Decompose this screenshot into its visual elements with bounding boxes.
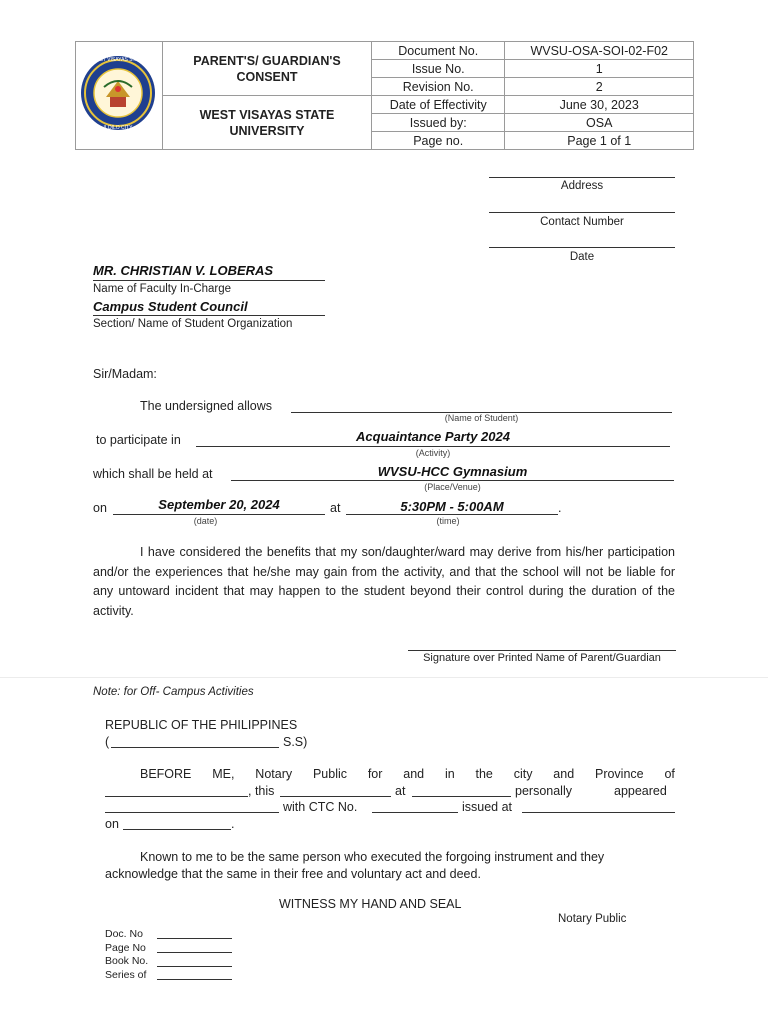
university-line2: UNIVERSITY xyxy=(229,123,305,138)
participate-text: to participate in xyxy=(96,433,181,447)
notary-blank-2[interactable] xyxy=(280,796,391,797)
consent-paragraph: I have considered the benefits that my son/daughter/ward may derive from his/her participation and/or the experiences that he/she may gain from the activity, and that the school will not be liable for any untoward incident that may happen to the student beyond their control during the duration of the activity. xyxy=(93,545,675,618)
page-divider xyxy=(0,677,768,678)
venue-line xyxy=(231,480,674,481)
doc-labels-block xyxy=(105,928,148,983)
series-blank[interactable] xyxy=(157,979,232,980)
page-no-blank[interactable] xyxy=(157,952,232,953)
meta-label-2: Revision No. xyxy=(372,78,505,96)
date-label: Date xyxy=(569,251,595,263)
university-seal-logo xyxy=(79,47,157,139)
faculty-caption: Name of Faculty In-Charge xyxy=(93,283,232,295)
meta-value-2: 2 xyxy=(505,78,694,96)
form-title-line1: PARENT'S/ GUARDIAN'S xyxy=(193,53,341,68)
on-text: on xyxy=(93,501,107,515)
time-caption: (time) xyxy=(436,516,460,526)
notary-public-label: Notary Public xyxy=(558,913,627,925)
meta-label-5: Page no. xyxy=(372,132,505,150)
notary-on-text: on xyxy=(105,817,119,831)
meta-value-1: 1 xyxy=(505,60,694,78)
series-label: Series of xyxy=(105,969,147,982)
meta-label-4: Issued by: xyxy=(372,114,505,132)
before-word-6: in xyxy=(444,767,455,781)
ss-line[interactable] xyxy=(111,747,279,748)
faculty-name: MR. CHRISTIAN V. LOBERAS xyxy=(93,263,274,278)
ctc-blank[interactable] xyxy=(372,812,458,813)
issued-at-text: issued at xyxy=(462,800,513,814)
notary-on-period: . xyxy=(231,817,235,831)
held-at-text: which shall be held at xyxy=(93,467,213,481)
appeared-text: appeared xyxy=(614,784,667,798)
meta-value-0: WVSU-OSA-SOI-02-F02 xyxy=(505,42,694,60)
meta-value-3: June 30, 2023 xyxy=(505,96,694,114)
meta-value-5: Page 1 of 1 xyxy=(505,132,694,150)
notary-at-text: at xyxy=(395,784,406,798)
personally-text: personally xyxy=(515,784,572,798)
meta-label-0: Document No. xyxy=(372,42,505,60)
issued-at-blank[interactable] xyxy=(522,812,675,813)
event-time-line xyxy=(346,514,558,515)
notary-on-blank[interactable] xyxy=(123,829,231,830)
notary-blank-1[interactable] xyxy=(105,796,248,797)
activity-value: Acquaintance Party 2024 xyxy=(356,429,510,444)
at-text: at xyxy=(330,501,341,515)
address-line xyxy=(489,177,675,178)
signature-line[interactable] xyxy=(408,650,676,651)
before-word-4: for xyxy=(367,767,383,781)
organization-line xyxy=(93,315,325,316)
event-date-line xyxy=(113,514,325,515)
notary-blank-4[interactable] xyxy=(105,812,279,813)
ss-close: S.S) xyxy=(283,735,308,749)
book-no-label: Book No. xyxy=(105,955,149,968)
address-label: Address xyxy=(560,180,604,192)
doc-no-label: Doc. No xyxy=(105,928,143,940)
form-title-cell xyxy=(163,42,372,96)
meta-value-4: OSA xyxy=(505,114,694,132)
university-line1: WEST VISAYAS STATE xyxy=(199,107,335,122)
before-me-line xyxy=(140,767,675,781)
notary-blank-3[interactable] xyxy=(412,796,511,797)
university-name-cell xyxy=(163,96,372,150)
before-word-3: Public xyxy=(312,767,347,781)
svg-text:ILOILO CITY: ILOILO CITY xyxy=(103,125,133,131)
salutation: Sir/Madam: xyxy=(93,367,157,381)
before-word-5: and xyxy=(403,767,425,781)
before-word-1: ME, xyxy=(212,767,235,781)
activity-line xyxy=(196,446,670,447)
allows-text: The undersigned allows xyxy=(140,399,273,413)
before-word-8: city xyxy=(513,767,533,781)
document-header-table xyxy=(75,41,694,150)
svg-text:WEST VISAYAS STATE: WEST VISAYAS STATE xyxy=(91,57,145,63)
event-time-value: 5:30PM - 5:00AM xyxy=(400,499,504,514)
faculty-name-line xyxy=(93,280,325,281)
before-word-9: and xyxy=(553,767,575,781)
before-word-11: of xyxy=(664,767,675,781)
event-date-value: September 20, 2024 xyxy=(158,497,280,512)
witness-heading: WITNESS MY HAND AND SEAL xyxy=(279,897,462,911)
doc-no-blank[interactable] xyxy=(157,938,232,939)
before-word-0: BEFORE xyxy=(140,767,192,781)
time-period: . xyxy=(558,501,562,515)
venue-value: WVSU-HCC Gymnasium xyxy=(377,464,528,479)
off-campus-note: Note: for Off- Campus Activities xyxy=(93,686,254,698)
before-word-10: Province xyxy=(594,767,644,781)
venue-caption: (Place/Venue) xyxy=(424,482,481,492)
form-title-line2: CONSENT xyxy=(236,69,298,84)
page-no-label: Page No xyxy=(105,941,146,954)
this-text: , this xyxy=(248,784,275,798)
contact-number-line xyxy=(489,212,675,213)
meta-label-3: Date of Effectivity xyxy=(372,96,505,114)
ctc-text: with CTC No. xyxy=(283,800,358,814)
before-word-7: the xyxy=(475,767,493,781)
date-line xyxy=(489,247,675,248)
signature-caption: Signature over Printed Name of Parent/Guardian xyxy=(423,652,661,664)
ss-open: ( xyxy=(105,735,110,749)
contact-number-label: Contact Number xyxy=(540,216,624,228)
book-no-blank[interactable] xyxy=(157,966,232,967)
meta-label-1: Issue No. xyxy=(372,60,505,78)
student-caption: (Name of Student) xyxy=(444,413,519,423)
activity-caption: (Activity) xyxy=(415,448,451,458)
known-paragraph: Known to me to be the same person who executed the forgoing instrument and they acknowledge that the same in their free and voluntary act and deed. xyxy=(105,850,605,881)
before-word-2: Notary xyxy=(255,767,293,781)
republic-heading: REPUBLIC OF THE PHILIPPINES xyxy=(105,718,298,732)
date-caption: (date) xyxy=(193,516,218,526)
organization-caption: Section/ Name of Student Organization xyxy=(93,318,293,330)
organization-name: Campus Student Council xyxy=(93,299,248,314)
